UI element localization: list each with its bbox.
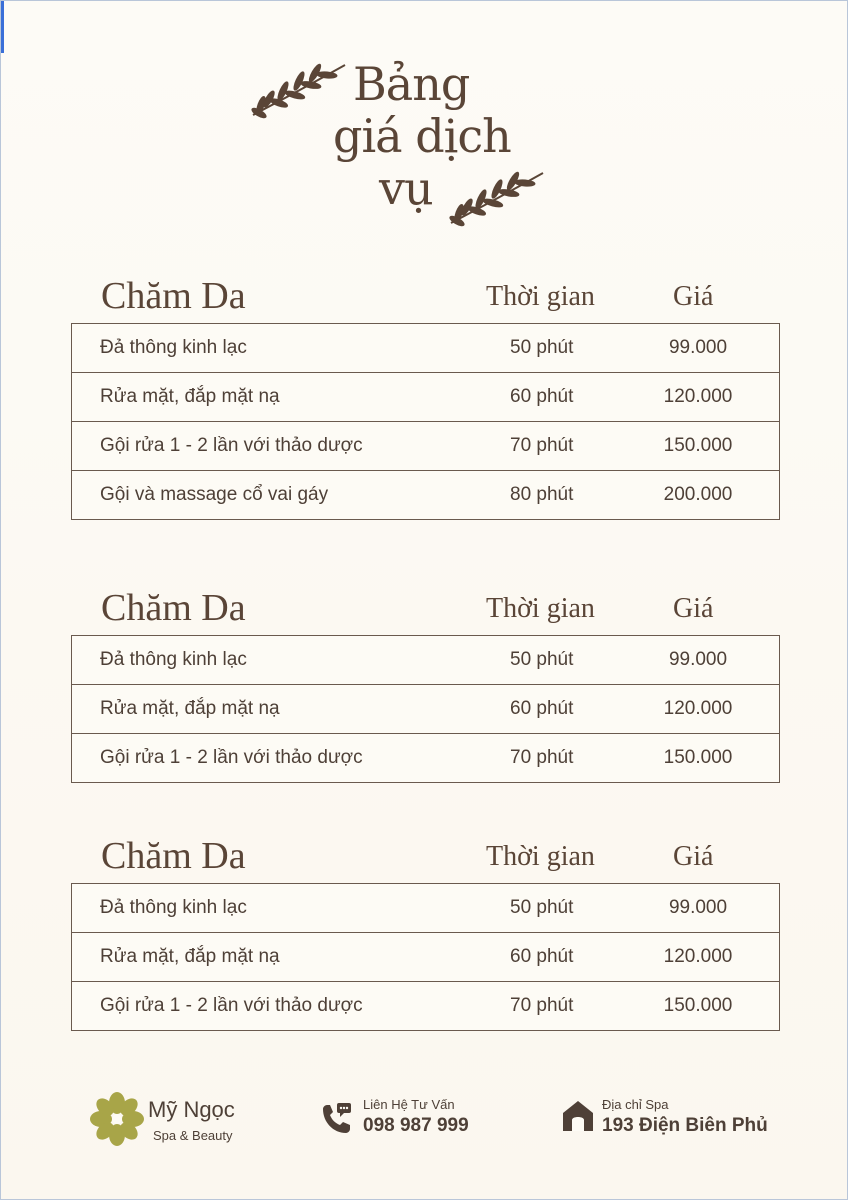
service-name: Rửa mặt, đắp mặt nạ [100,386,280,407]
service-time: 70 phút [510,995,574,1016]
page-edge-marker [1,1,4,53]
title-line-2: giá dịch [333,109,511,163]
table-row [72,884,779,932]
service-price: 120.000 [663,698,733,719]
service-name: Gội rửa 1 - 2 lần với thảo dược [100,747,363,768]
table-row [72,636,779,684]
price-table [71,883,780,1031]
contact-label: Liên Hệ Tư Vấn [363,1097,455,1112]
time-column-header: Thời gian [486,593,595,624]
section-title: Chăm Da [101,275,246,317]
address-value: 193 Điện Biên Phủ [602,1115,768,1136]
service-price: 99.000 [668,337,728,358]
title-line-3: vụ [379,161,433,215]
table-row [72,684,779,733]
service-price: 150.000 [663,435,733,456]
service-name: Đả thông kinh lạc [100,897,247,918]
flower-logo-icon [89,1091,145,1147]
phone-chat-icon [319,1103,355,1135]
service-price: 150.000 [663,995,733,1016]
contact-phone[interactable]: 098 987 999 [363,1115,469,1136]
title-line-1: Bảng [353,57,470,111]
table-row [72,932,779,981]
price-column-header: Giá [673,281,714,312]
price-section-1 [71,273,780,520]
time-column-header: Thời gian [486,281,595,312]
service-name: Đả thông kinh lạc [100,649,247,670]
address-label: Địa chỉ Spa [602,1097,669,1112]
price-table [71,635,780,783]
service-name: Gội rửa 1 - 2 lần với thảo dược [100,435,363,456]
table-row [72,981,779,1030]
table-row [72,733,779,782]
service-name: Gội rửa 1 - 2 lần với thảo dược [100,995,363,1016]
price-column-header: Giá [673,593,714,624]
service-name: Rửa mặt, đắp mặt nạ [100,946,280,967]
service-time: 50 phút [510,649,574,670]
service-time: 60 phút [510,946,574,967]
page-title [331,59,551,219]
price-column-header: Giá [673,841,714,872]
service-price: 99.000 [668,649,728,670]
service-name: Gội và massage cổ vai gáy [100,484,329,505]
service-time: 60 phút [510,698,574,719]
price-section-3 [71,833,780,1031]
service-time: 60 phút [510,386,574,407]
section-header [71,585,780,635]
section-header [71,273,780,323]
home-icon [561,1099,595,1133]
service-name: Đả thông kinh lạc [100,337,247,358]
service-time: 70 phút [510,435,574,456]
service-time: 50 phút [510,897,574,918]
brand-name: Mỹ Ngọc [148,1097,235,1122]
price-table [71,323,780,520]
service-price: 150.000 [663,747,733,768]
section-title: Chăm Da [101,587,246,629]
table-row [72,324,779,372]
service-price: 99.000 [668,897,728,918]
service-price: 120.000 [663,386,733,407]
section-title: Chăm Da [101,835,246,877]
section-header [71,833,780,883]
table-row [72,470,779,519]
footer [1,1081,848,1161]
time-column-header: Thời gian [486,841,595,872]
table-row [72,372,779,421]
service-name: Rửa mặt, đắp mặt nạ [100,698,280,719]
price-section-2 [71,585,780,783]
service-price: 200.000 [663,484,733,505]
service-time: 50 phút [510,337,574,358]
service-price: 120.000 [663,946,733,967]
brand-subtitle: Spa & Beauty [153,1128,233,1143]
service-time: 70 phút [510,747,574,768]
table-row [72,421,779,470]
service-time: 80 phút [510,484,574,505]
